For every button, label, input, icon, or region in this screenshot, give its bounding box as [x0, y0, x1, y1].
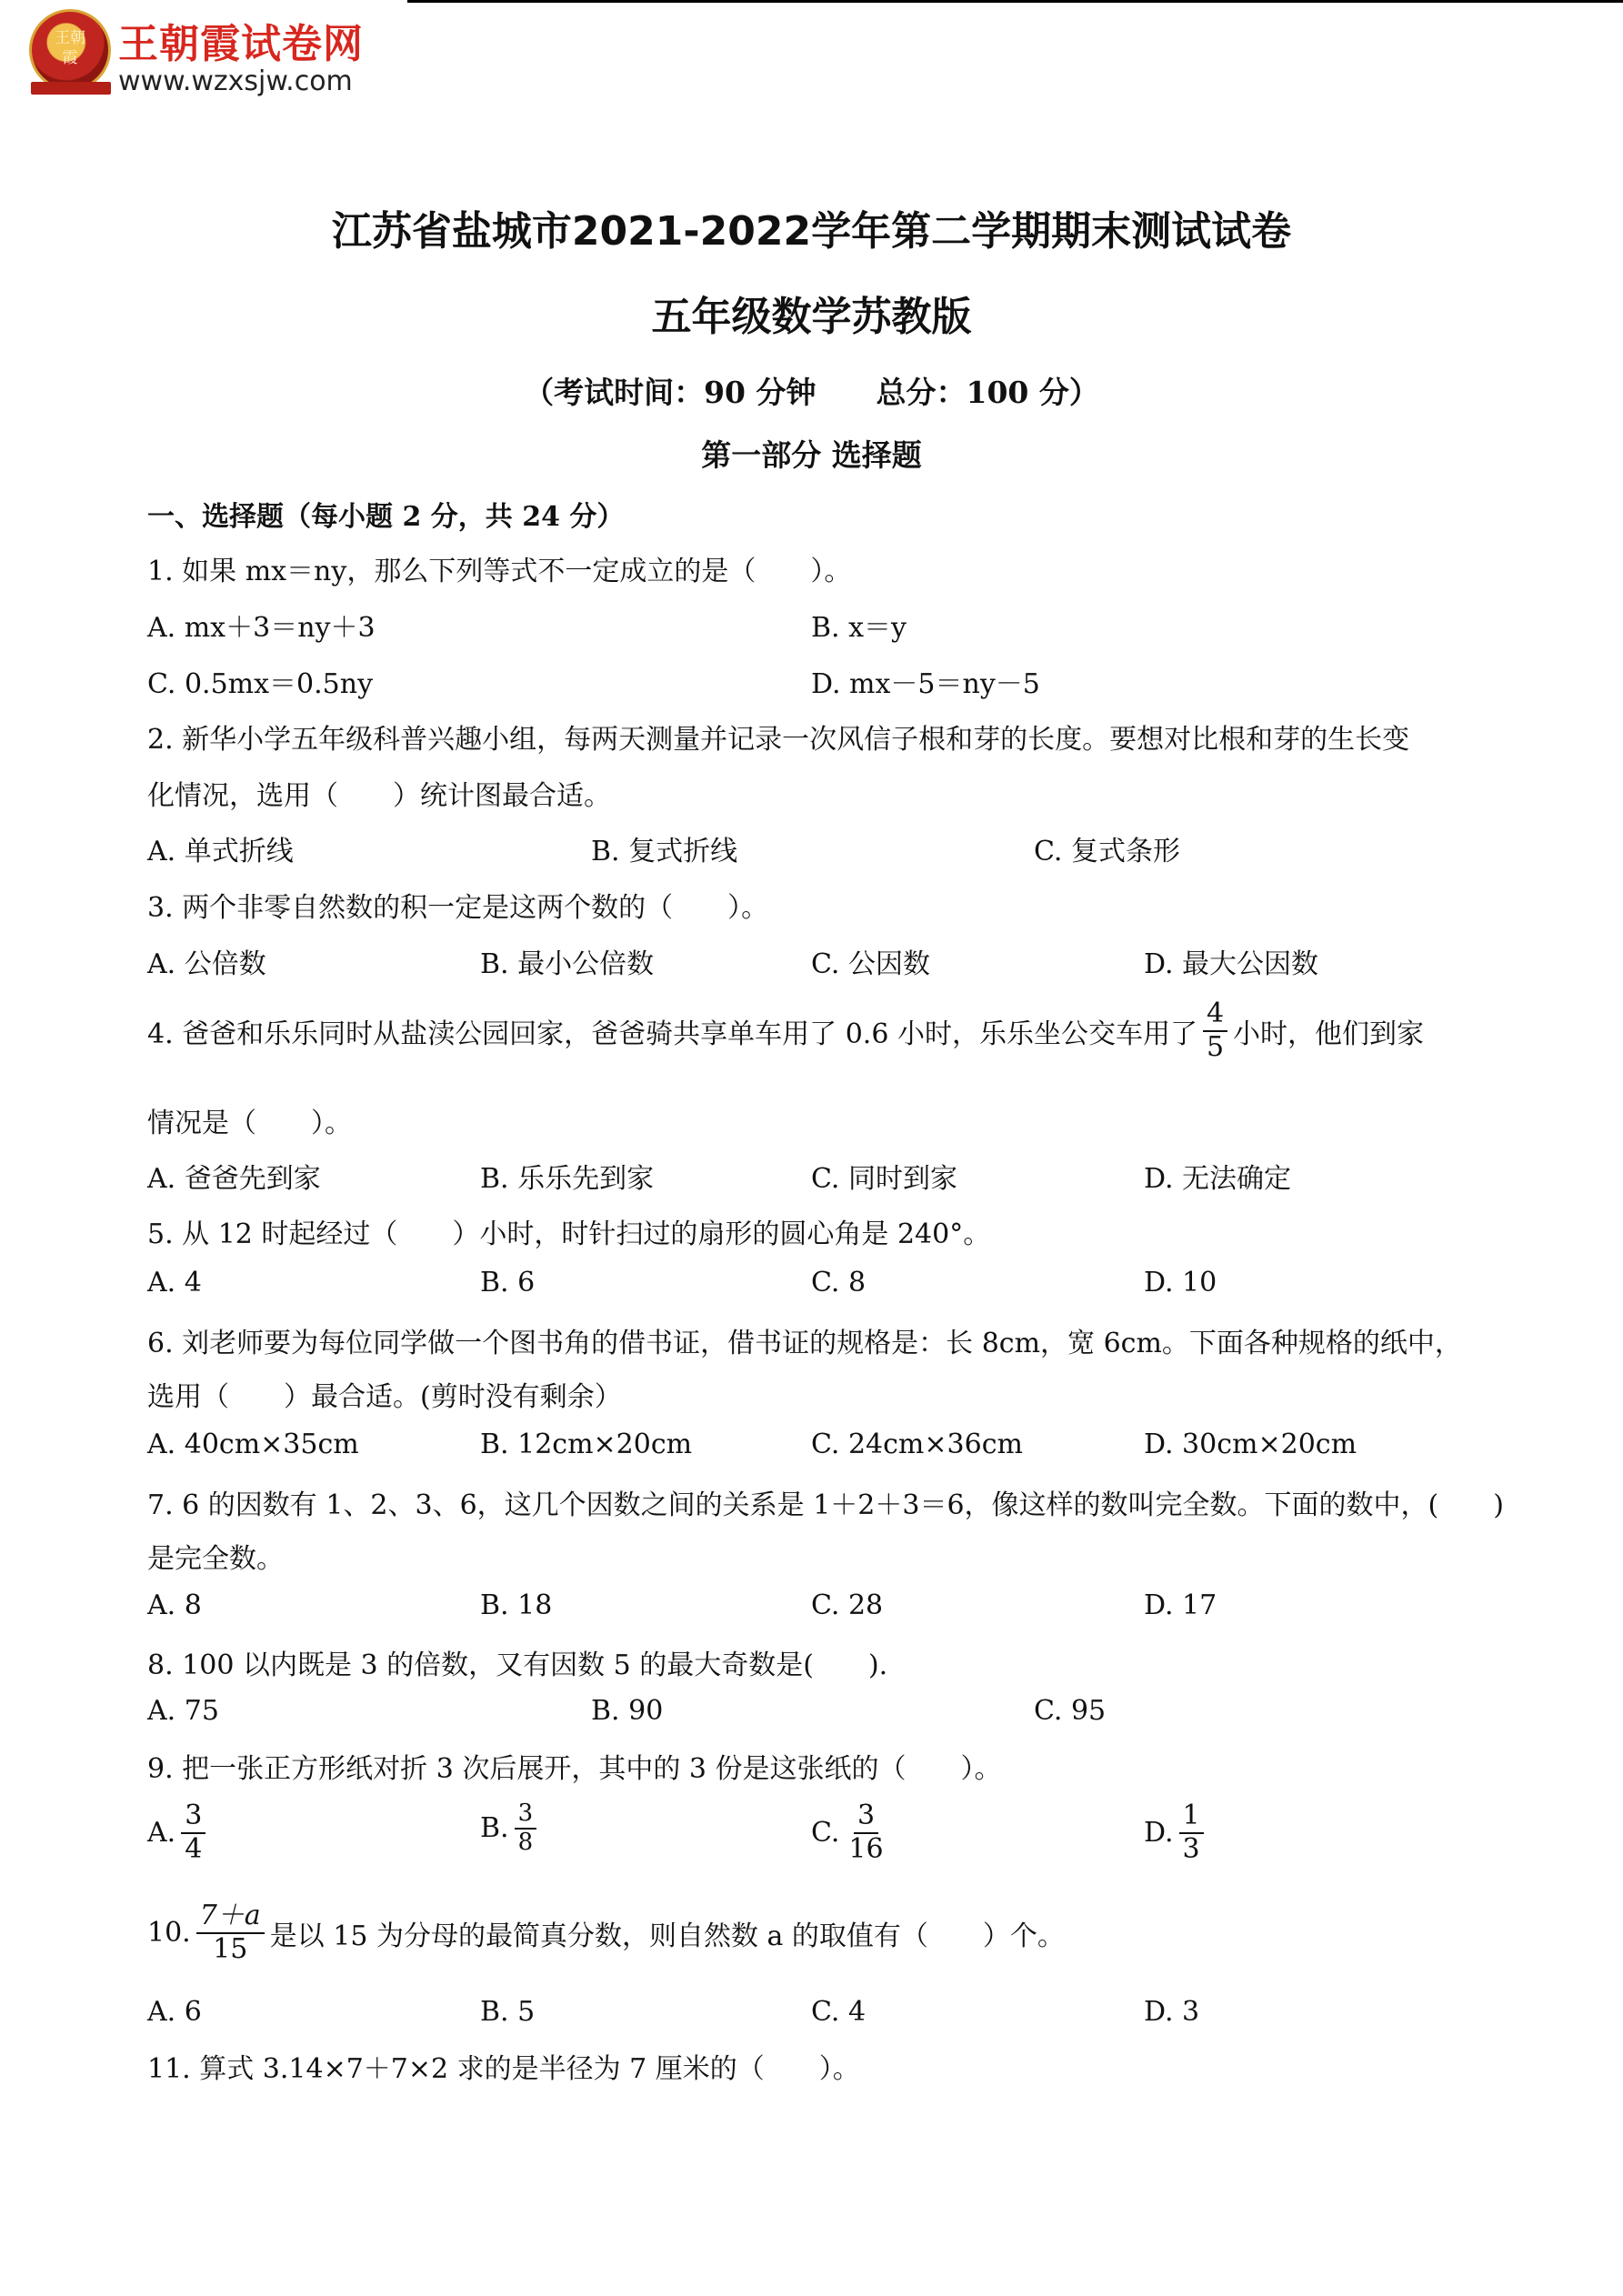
question-10 — [147, 1900, 1065, 1965]
question-4-line2: 情况是（ ）。 — [147, 1108, 352, 1139]
q9-option-b-label: B. — [480, 1812, 509, 1845]
q6-option-b: B. 12cm×20cm — [480, 1429, 693, 1460]
q10-option-a: A. 6 — [147, 1996, 202, 2028]
question-9: 9. 把一张正方形纸对折 3 次后展开，其中的 3 份是这张纸的（ ）。 — [147, 1753, 1002, 1785]
seal-icon — [29, 9, 111, 91]
q9-c-numerator: 3 — [854, 1800, 878, 1834]
q4-fraction-numerator: 4 — [1203, 998, 1227, 1032]
exam-title: 江苏省盐城市2021-2022学年第二学期期末测试试卷 — [331, 208, 1292, 255]
q10-fraction-denominator: 15 — [213, 1932, 248, 1965]
q1-option-b: B. x＝y — [811, 612, 907, 644]
q4-stem-a: 4. 爸爸和乐乐同时从盐渎公园回家，爸爸骑共享单车用了 0.6 小时，乐乐坐公交车用了 — [147, 1018, 1197, 1050]
q9-option-a — [147, 1800, 211, 1865]
q9-d-numerator: 1 — [1179, 1800, 1204, 1834]
q8-option-a: A. 75 — [147, 1695, 219, 1727]
q10-stem: 是以 15 为分母的最简真分数，则自然数 a 的取值有（ ）个。 — [269, 1920, 1065, 1952]
question-8: 8. 100 以内既是 3 的倍数，又有因数 5 的最大奇数是( ). — [147, 1649, 888, 1681]
q1-option-a: A. mx＋3＝ny＋3 — [147, 612, 376, 644]
q9-b-numerator: 3 — [515, 1800, 537, 1830]
q7-option-a: A. 8 — [147, 1589, 202, 1621]
question-2-line1: 2. 新华小学五年级科普兴趣小组，每两天测量并记录一次风信子根和芽的长度。要想对比根和芽的生长变 — [147, 724, 1410, 756]
q9-a-denominator: 4 — [185, 1832, 203, 1865]
question-2-line2: 化情况，选用（ ）统计图最合适。 — [147, 780, 611, 812]
q9-option-d — [1144, 1800, 1209, 1865]
q5-option-d: D. 10 — [1144, 1267, 1217, 1298]
q9-d-denominator: 3 — [1182, 1832, 1200, 1865]
q10-fraction-numerator: 7＋a — [196, 1900, 265, 1934]
q2-option-b: B. 复式折线 — [591, 836, 738, 867]
q10-fraction — [196, 1900, 265, 1965]
question-7-line1: 7. 6 的因数有 1、2、3、6，这几个因数之间的关系是 1＋2＋3＝6，像这样的数叫完全数。下面的数中，( ) — [147, 1489, 1504, 1521]
q9-option-c — [811, 1800, 893, 1865]
q9-option-b — [480, 1800, 542, 1857]
q6-option-a: A. 40cm×35cm — [147, 1429, 359, 1460]
logo-title: 王朝霞试卷网 — [118, 21, 364, 67]
q9-option-c-label: C. — [811, 1817, 840, 1849]
site-logo — [25, 5, 407, 105]
q9-option-d-fraction — [1179, 1800, 1204, 1865]
q9-b-denominator: 8 — [517, 1828, 534, 1856]
q4-fraction-denominator: 5 — [1206, 1030, 1225, 1063]
logo-url: www.wzxsjw.com — [118, 65, 353, 97]
q2-option-c: C. 复式条形 — [1034, 836, 1180, 867]
q4-option-c: C. 同时到家 — [811, 1163, 957, 1195]
q7-option-b: B. 18 — [480, 1589, 553, 1621]
q4-stem-b: 小时，他们到家 — [1233, 1018, 1425, 1050]
q8-option-c: C. 95 — [1034, 1695, 1107, 1727]
part-heading: 第一部分 选择题 — [701, 437, 922, 473]
q4-option-b: B. 乐乐先到家 — [480, 1163, 655, 1195]
q2-option-a: A. 单式折线 — [147, 836, 294, 867]
question-4-line1 — [147, 998, 1424, 1063]
seal-ribbon-icon — [31, 82, 111, 95]
q10-option-d: D. 3 — [1144, 1996, 1200, 2028]
top-border-line — [407, 0, 1623, 3]
q10-option-c: C. 4 — [811, 1996, 867, 2028]
question-5: 5. 从 12 时起经过（ ）小时，时针扫过的扇形的圆心角是 240°。 — [147, 1218, 991, 1250]
q9-a-numerator: 3 — [181, 1800, 205, 1834]
q7-option-c: C. 28 — [811, 1589, 884, 1621]
q6-option-c: C. 24cm×36cm — [811, 1429, 1023, 1460]
section-heading: 一、选择题（每小题 2 分，共 24 分） — [147, 501, 625, 533]
q9-option-a-label: A. — [147, 1817, 176, 1849]
q9-option-b-fraction — [515, 1800, 537, 1857]
q4-option-a: A. 爸爸先到家 — [147, 1163, 321, 1195]
question-7-line2: 是完全数。 — [147, 1543, 284, 1575]
q5-option-a: A. 4 — [147, 1267, 202, 1298]
question-3: 3. 两个非零自然数的积一定是这两个数的（ ）。 — [147, 892, 769, 924]
q5-option-c: C. 8 — [811, 1267, 867, 1298]
seal-text: 王朝霞 — [55, 29, 85, 67]
exam-subtitle: 五年级数学苏教版 — [651, 294, 972, 340]
q9-option-a-fraction — [181, 1800, 205, 1865]
question-6-line2: 选用（ ）最合适。(剪时没有剩余） — [147, 1381, 622, 1413]
question-11: 11. 算式 3.14×7＋7×2 求的是半径为 7 厘米的（ ）。 — [147, 2053, 860, 2085]
q3-option-d: D. 最大公因数 — [1144, 948, 1319, 980]
q4-fraction — [1203, 998, 1227, 1063]
question-1: 1. 如果 mx＝ny，那么下列等式不一定成立的是（ ）。 — [147, 556, 852, 587]
q5-option-b: B. 6 — [480, 1267, 536, 1298]
q10-label: 10. — [147, 1917, 191, 1949]
q3-option-a: A. 公倍数 — [147, 948, 266, 980]
q9-option-c-fraction — [845, 1800, 887, 1865]
q1-option-c: C. 0.5mx＝0.5ny — [147, 668, 374, 700]
exam-info: （考试时间：90 分钟 总分：100 分） — [524, 375, 1099, 410]
q4-option-d: D. 无法确定 — [1144, 1163, 1292, 1195]
q9-c-denominator: 16 — [848, 1832, 884, 1865]
q3-option-b: B. 最小公倍数 — [480, 948, 655, 980]
question-6-line1: 6. 刘老师要为每位同学做一个图书角的借书证，借书证的规格是：长 8cm，宽 6cm。下面各种规格的纸中， — [147, 1328, 1462, 1359]
q10-option-b: B. 5 — [480, 1996, 536, 2028]
q7-option-d: D. 17 — [1144, 1589, 1217, 1621]
q6-option-d: D. 30cm×20cm — [1144, 1429, 1358, 1460]
q3-option-c: C. 公因数 — [811, 948, 930, 980]
q1-option-d: D. mx－5＝ny－5 — [811, 668, 1040, 700]
q8-option-b: B. 90 — [591, 1695, 664, 1727]
q9-option-d-label: D. — [1144, 1817, 1174, 1849]
